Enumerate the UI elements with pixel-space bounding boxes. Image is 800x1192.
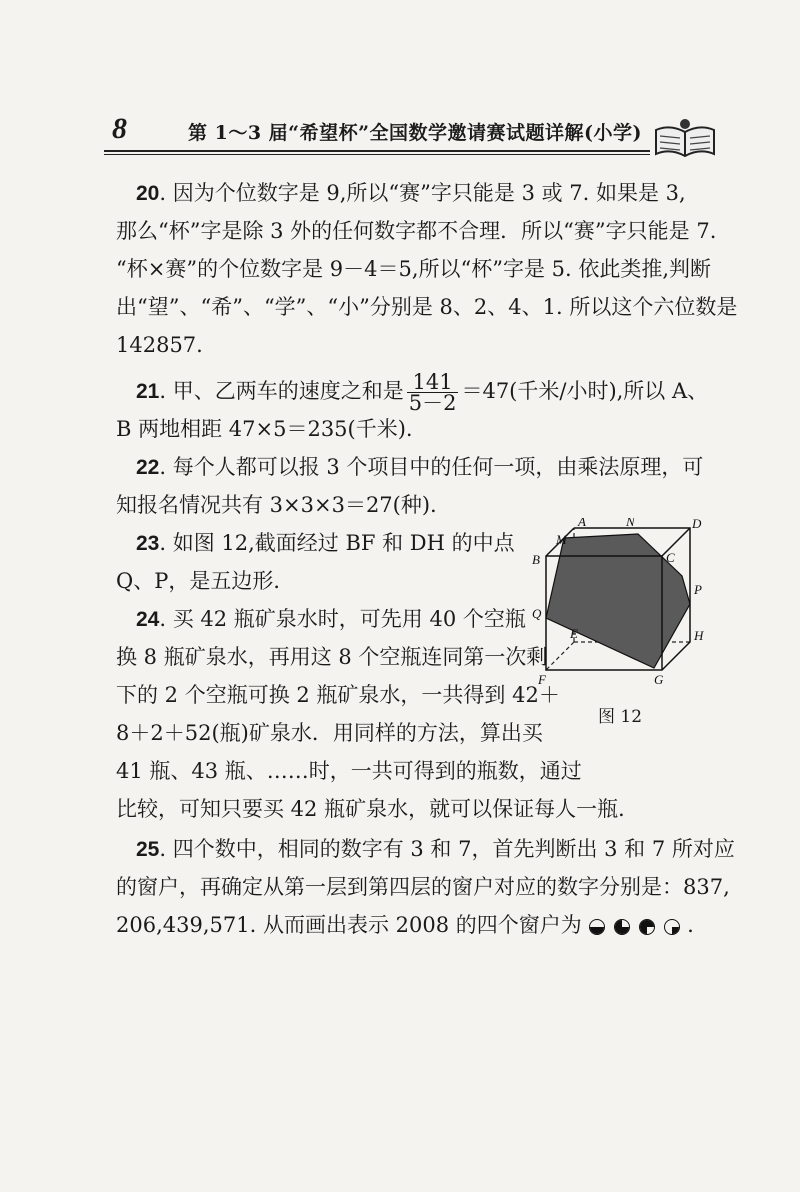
- header-rule-thin: [104, 154, 650, 155]
- label-N: N: [626, 518, 635, 529]
- page-number: 8: [112, 112, 127, 145]
- p20-line-2: 那么“杯”字是除 3 外的任何数字都不合理．所以“赛”字只能是 7.: [116, 219, 717, 243]
- p20-text-1: . 因为个位数字是 9,所以“赛”字只能是 3 或 7. 如果是 3,: [159, 181, 686, 205]
- p23-line-2: Q、P，是五边形．: [116, 569, 295, 593]
- p25-text-1: . 四个数中，相同的数字有 3 和 7，首先判断出 3 和 7 所对应: [159, 837, 735, 861]
- p21-line-2: B 两地相距 47×5＝235(千米).: [116, 417, 413, 441]
- p23-text-1: . 如图 12,截面经过 BF 和 DH 的中点: [159, 531, 515, 555]
- header-rule: [104, 150, 650, 152]
- label-Q: Q: [532, 606, 542, 621]
- p21-fraction: [407, 372, 459, 413]
- open-book-icon: [652, 116, 718, 160]
- problem-22-number: 22: [136, 456, 160, 479]
- p21-text-pre: . 甲、乙两车的速度之和是: [159, 379, 404, 403]
- label-E: E: [570, 626, 578, 641]
- p22-text-1: . 每个人都可以报 3 个项目中的任何一项，由乘法原理，可: [159, 455, 704, 479]
- p23-line-1: [136, 524, 515, 563]
- p20-line-5: 142857.: [116, 333, 203, 357]
- p20-line-4: 出“望”、“希”、“学”、“小”分别是 8、2、4、1. 所以这个六位数是: [116, 295, 738, 319]
- label-H: H: [694, 628, 704, 643]
- p20-line-3: “杯×赛”的个位数字是 9－4＝5,所以“杯”字是 5. 依此类推,判断: [116, 257, 712, 281]
- figure-12-cube: [530, 518, 720, 718]
- p24-line-3: 下的 2 个空瓶可换 2 瓶矿泉水，一共得到 42＋: [116, 683, 560, 707]
- fraction-numerator: 141: [407, 372, 459, 393]
- label-B: B: [532, 552, 540, 567]
- p24-line-2: 换 8 瓶矿泉水，再用这 8 个空瓶连同第一次剩: [116, 645, 548, 669]
- cube-edge-EF: [546, 642, 574, 670]
- running-header-title: 第 1～3 届“希望杯”全国数学邀请赛试题详解(小学): [188, 122, 643, 144]
- p24-text-1: . 买 42 瓶矿泉水时，可先用 40 个空瓶: [159, 607, 526, 631]
- figure-12-caption: 图 12: [598, 707, 643, 727]
- p21-text-post: ＝47(千米/小时),所以 A、: [461, 379, 709, 403]
- label-P: P: [694, 582, 702, 597]
- window-glyph-2: [589, 919, 605, 935]
- problem-20-number: 20: [136, 182, 160, 205]
- label-M: M: [556, 532, 567, 547]
- label-C: C: [666, 550, 675, 565]
- p21-line-1: [136, 372, 708, 413]
- p25-text-3: 206,439,571. 从而画出表示 2008 的四个窗户为: [116, 913, 582, 937]
- p25-line-1: [136, 830, 735, 869]
- p22-line-1: [136, 448, 703, 487]
- p24-line-6: 比较，可知只要买 42 瓶矿泉水，就可以保证每人一瓶．: [116, 797, 640, 821]
- p24-line-4: 8＋2＋52(瓶)矿泉水．用同样的方法，算出买: [116, 721, 543, 745]
- label-D: D: [692, 518, 702, 531]
- label-G: G: [654, 672, 664, 687]
- fraction-denominator: 5－2: [408, 391, 457, 415]
- label-A: A: [578, 518, 586, 529]
- p24-line-5: 41 瓶、43 瓶、……时，一共可得到的瓶数，通过: [116, 759, 582, 783]
- problem-25-number: 25: [136, 838, 160, 861]
- p25-line-3: [116, 906, 708, 944]
- window-glyph-0b: [639, 919, 655, 935]
- problem-24-number: 24: [136, 608, 160, 631]
- window-glyph-0: [614, 919, 630, 935]
- p25-end-mark: ．: [687, 913, 709, 937]
- label-F: F: [538, 672, 546, 687]
- p20-line-1: [136, 174, 686, 213]
- problem-21-number: 21: [136, 380, 160, 403]
- p22-line-2: 知报名情况共有 3×3×3＝27(种).: [116, 493, 437, 517]
- p24-line-1: [136, 600, 526, 639]
- p25-line-2: 的窗户，再确定从第一层到第四层的窗户对应的数字分别是：837,: [116, 875, 730, 899]
- window-glyph-8: [664, 919, 680, 935]
- problem-23-number: 23: [136, 532, 160, 555]
